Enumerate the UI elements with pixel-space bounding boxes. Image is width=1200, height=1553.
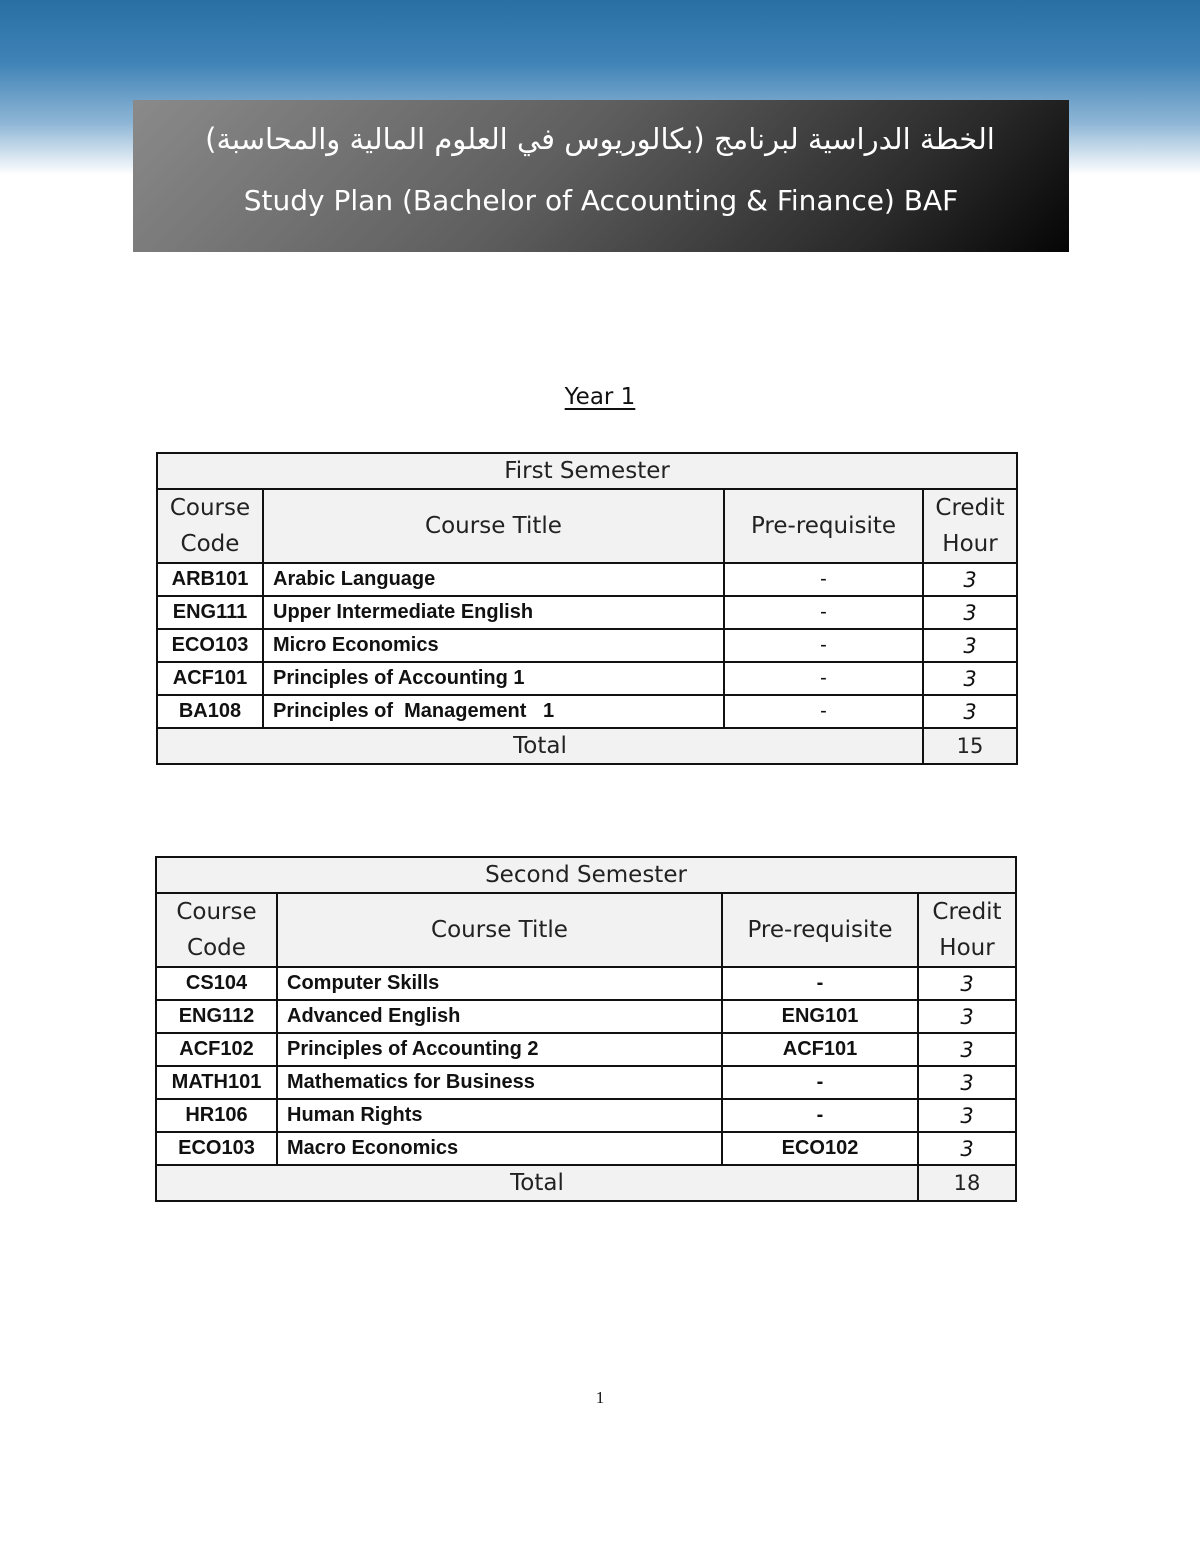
course-credit: 3 (918, 1132, 1016, 1165)
course-credit: 3 (918, 1099, 1016, 1132)
table-row (157, 695, 1017, 728)
table-row (157, 629, 1017, 662)
course-code: HR106 (156, 1099, 277, 1132)
title-arabic: الخطة الدراسية لبرنامج (بكالوريوس في العلوم المالية والمحاسبة) (205, 122, 995, 156)
column-header-prereq: Pre-requisite (722, 893, 918, 967)
total-row (157, 728, 1017, 764)
course-credit: 3 (923, 629, 1017, 662)
course-prereq: - (722, 967, 918, 1000)
semester-title: Second Semester (156, 857, 1016, 893)
course-title: Advanced English (277, 1000, 722, 1033)
course-prereq: ENG101 (722, 1000, 918, 1033)
course-code: ACF101 (157, 662, 263, 695)
course-code: ARB101 (157, 563, 263, 596)
course-title: Principles of Accounting 1 (263, 662, 724, 695)
column-header-title: Course Title (263, 489, 724, 563)
column-header-row (156, 893, 1016, 967)
table-row (157, 596, 1017, 629)
column-header-credit: Credit Hour (918, 893, 1016, 967)
course-code: CS104 (156, 967, 277, 1000)
table-row (156, 1066, 1016, 1099)
course-credit: 3 (918, 1033, 1016, 1066)
course-title: Human Rights (277, 1099, 722, 1132)
course-title: Computer Skills (277, 967, 722, 1000)
course-title: Principles of Management 1 (263, 695, 724, 728)
column-header-prereq: Pre-requisite (724, 489, 923, 563)
course-code: ACF102 (156, 1033, 277, 1066)
page-number: 1 (595, 1388, 605, 1407)
course-code: ENG111 (157, 596, 263, 629)
course-title: Mathematics for Business (277, 1066, 722, 1099)
total-label: Total (156, 1165, 918, 1201)
course-code: ECO103 (156, 1132, 277, 1165)
column-header-code: Course Code (157, 489, 263, 563)
course-credit: 3 (918, 967, 1016, 1000)
course-prereq: - (724, 695, 923, 728)
course-code: ENG112 (156, 1000, 277, 1033)
course-prereq: - (722, 1066, 918, 1099)
course-title: Macro Economics (277, 1132, 722, 1165)
course-prereq: ACF101 (722, 1033, 918, 1066)
course-prereq: - (722, 1099, 918, 1132)
course-code: BA108 (157, 695, 263, 728)
course-prereq: - (724, 596, 923, 629)
course-credit: 3 (923, 695, 1017, 728)
course-title: Arabic Language (263, 563, 724, 596)
table-row (156, 967, 1016, 1000)
column-header-credit: Credit Hour (923, 489, 1017, 563)
total-row (156, 1165, 1016, 1201)
course-code: ECO103 (157, 629, 263, 662)
first-semester-table (156, 452, 1018, 765)
course-prereq: ECO102 (722, 1132, 918, 1165)
course-title: Micro Economics (263, 629, 724, 662)
table-row (157, 563, 1017, 596)
title-english: Study Plan (Bachelor of Accounting & Finance) BAF (243, 184, 959, 217)
table-row (156, 1132, 1016, 1165)
total-label: Total (157, 728, 923, 764)
table-row (156, 1000, 1016, 1033)
course-prereq: - (724, 629, 923, 662)
course-credit: 3 (918, 1000, 1016, 1033)
course-credit: 3 (923, 563, 1017, 596)
column-header-title: Course Title (277, 893, 722, 967)
course-credit: 3 (923, 662, 1017, 695)
course-title: Principles of Accounting 2 (277, 1033, 722, 1066)
course-credit: 3 (918, 1066, 1016, 1099)
semester-title: First Semester (157, 453, 1017, 489)
semester-header-row (157, 453, 1017, 489)
second-semester-table (155, 856, 1017, 1202)
table-row (156, 1099, 1016, 1132)
year-heading: Year 1 (564, 384, 636, 410)
course-title: Upper Intermediate English (263, 596, 724, 629)
column-header-row (157, 489, 1017, 563)
column-header-code: Course Code (156, 893, 277, 967)
course-credit: 3 (923, 596, 1017, 629)
table-row (157, 662, 1017, 695)
semester-header-row (156, 857, 1016, 893)
course-prereq: - (724, 563, 923, 596)
total-value: 18 (918, 1165, 1016, 1201)
total-value: 15 (923, 728, 1017, 764)
table-row (156, 1033, 1016, 1066)
course-prereq: - (724, 662, 923, 695)
course-code: MATH101 (156, 1066, 277, 1099)
